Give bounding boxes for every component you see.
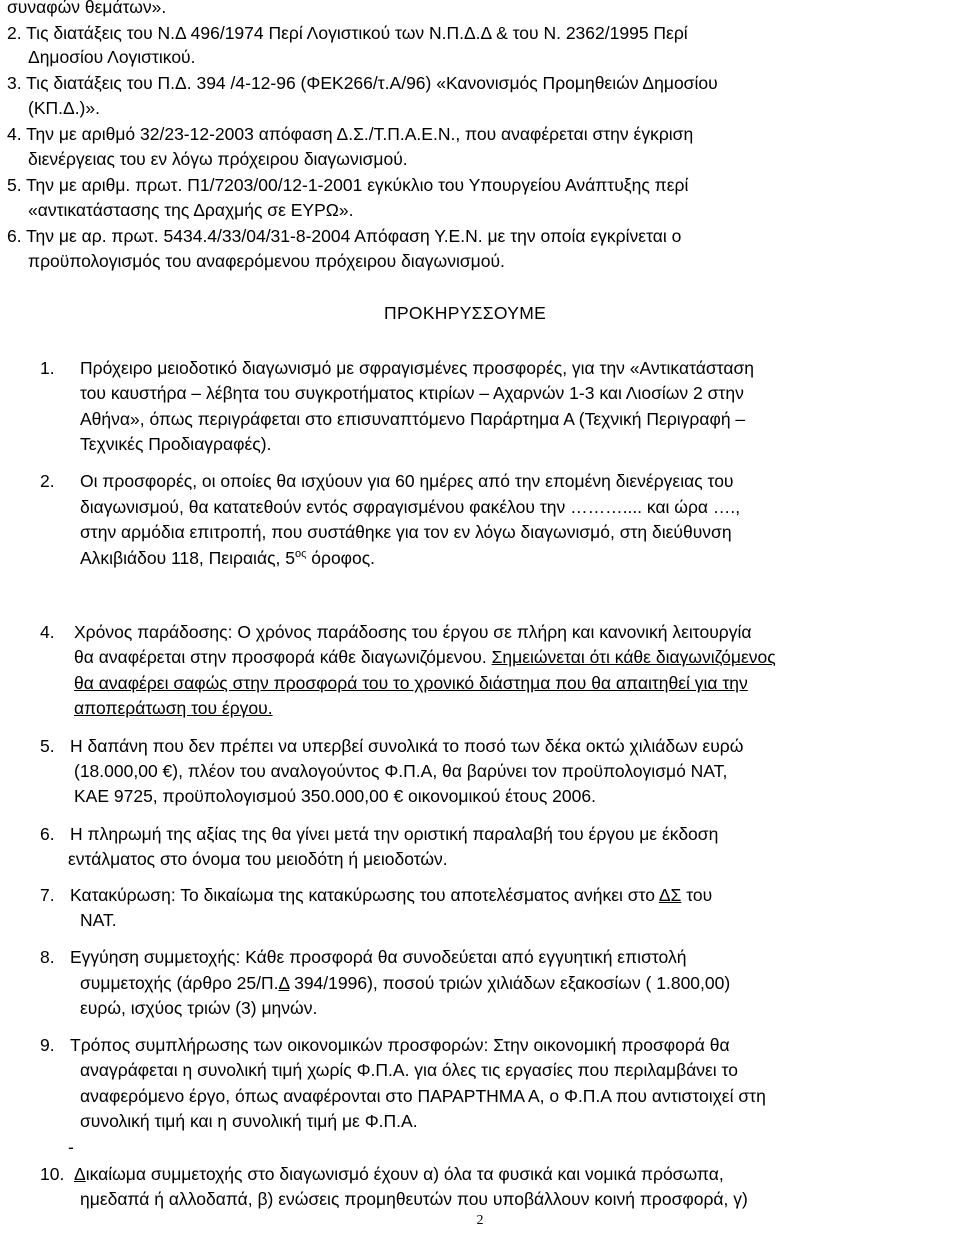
- intro-line-0: συναφών θεμάτων».: [7, 0, 167, 17]
- para-4-underlined-line-d: αποπεράτωση του έργου.: [74, 698, 273, 718]
- para-8-underlined-delta: Δ: [278, 973, 290, 993]
- para-4-line-b: [74, 646, 776, 668]
- para-8-line-a: Εγγύηση συμμετοχής: Κάθε προσφορά θα συνοδεύεται από εγγυητική επιστολή: [70, 947, 687, 967]
- para-5-line-a: Η δαπάνη που δεν πρέπει να υπερβεί συνολικά το ποσό των δέκα οκτώ χιλιάδων ευρώ: [70, 736, 744, 756]
- intro-item-6-cont: προϋπολογισμός του αναφερόμενου πρόχειρου διαγωνισμού.: [28, 251, 505, 271]
- para-4-underlined-line-c: θα αναφέρει σαφώς στην προσφορά του το χρονικό διάστημα που θα απαιτηθεί για την: [74, 673, 748, 693]
- para-7-line-b: ΝΑΤ.: [80, 910, 117, 930]
- para-6-line-b: εντάλματος στο όνομα του μειοδότη ή μειοδοτών.: [68, 849, 448, 869]
- para-1-line-a: Πρόχειρο μειοδοτικό διαγωνισμό με σφραγισμένες προσφορές, για την «Αντικατάσταση: [80, 358, 754, 378]
- intro-item-6: 6. Την με αρ. πρωτ. 5434.4/33/04/31-8-2004 Απόφαση Υ.Ε.Ν. με την οποία εγκρίνεται ο: [7, 226, 682, 246]
- intro-item-3: 3. Τις διατάξεις του Π.Δ. 394 /4-12-96 (ΦΕΚ266/τ.Α/96) «Κανονισμός Προμηθειών Δημοσίου: [7, 73, 718, 93]
- para-1-line-c: Αθήνα», όπως περιγράφεται στο επισυναπτόμενο Παράρτημα Α (Τεχνική Περιγραφή –: [80, 409, 746, 429]
- para-6-number: 6.: [40, 824, 55, 844]
- para-8-number: 8.: [40, 947, 55, 967]
- para-7-number: 7.: [40, 885, 55, 905]
- separator-dash: -: [68, 1137, 74, 1157]
- section-heading: ΠΡΟΚΗΡΥΣΣΟΥΜΕ: [384, 303, 547, 323]
- para-7-board-abbrev: ΔΣ: [658, 885, 682, 905]
- para-9-line-a: Τρόπος συμπλήρωσης των οικονομικών προσφορών: Στην οικονομική προσφορά θα: [70, 1035, 730, 1055]
- para-4-underlined-start: Σημειώνεται ότι κάθε διαγωνιζόμενος: [491, 647, 776, 667]
- para-10-text: ικαίωμα συμμετοχής στο διαγωνισμό έχουν α) όλα τα φυσικά και νομικά πρόσωπα,: [85, 1164, 724, 1184]
- para-4-line-a: Χρόνος παράδοσης: Ο χρόνος παράδοσης του έργου σε πλήρη και κανονική λειτουργία: [74, 622, 752, 642]
- para-10-number: 10.: [40, 1164, 65, 1184]
- intro-item-5-cont: «αντικατάστασης της Δραχμής σε ΕΥΡΩ».: [28, 200, 354, 220]
- para-2-superscript: ος: [294, 548, 307, 560]
- intro-item-3-cont: (ΚΠ.Δ.)».: [28, 98, 100, 118]
- intro-item-4-cont: διενέργειας του εν λόγω πρόχειρου διαγωνισμού.: [28, 149, 408, 169]
- para-2-line-b: διαγωνισμού, θα κατατεθούν εντός σφραγισμένου φακέλου την ……….... και ώρα ….,: [80, 497, 741, 517]
- para-8-text: συμμετοχής (άρθρο 25/Π.: [80, 973, 279, 993]
- para-4-number: 4.: [40, 622, 55, 642]
- para-9-line-b: αναγράφεται η συνολική τιμή χωρίς Φ.Π.Α. για όλες τις εργασίες που περιλαμβάνει το: [80, 1060, 738, 1080]
- para-2-number: 2.: [40, 471, 55, 491]
- page-number: 2: [476, 1213, 484, 1228]
- para-1-line-b: του καυστήρα – λέβητα του συγκροτήματος κτιρίων – Αχαρνών 1-3 και Λιοσίων 2 στην: [80, 383, 744, 403]
- para-10-line-b: ημεδαπά ή αλλοδαπά, β) ενώσεις προμηθευτών που υποβάλλουν κοινή προσφορά, γ): [80, 1189, 748, 1209]
- para-9-number: 9.: [40, 1035, 55, 1055]
- para-5-line-c: ΚΑΕ 9725, προϋπολογισμού 350.000,00 € οικονομικού έτους 2006.: [74, 786, 596, 806]
- para-2-line-a: Οι προσφορές, οι οποίες θα ισχύουν για 60 ημέρες από την επομένη διενέργειας του: [80, 471, 734, 491]
- intro-item-2-cont: Δημοσίου Λογιστικού.: [28, 47, 196, 67]
- para-8-line-c: ευρώ, ισχύος τριών (3) μηνών.: [80, 998, 318, 1018]
- para-2-address: Αλκιβιάδου 118, Πειραιάς, 5: [80, 548, 295, 568]
- para-9-line-c: αναφερόμενο έργο, όπως αναφέρονται στο ΠΑΡΑΡΤΗΜΑ Α, ο Φ.Π.Α που αντιστοιχεί στη: [80, 1086, 766, 1106]
- para-2-line-d: [80, 547, 375, 572]
- para-6-line-a: Η πληρωμή της αξίας της θα γίνει μετά την οριστική παραλαβή του έργου με έκδοση: [70, 824, 719, 844]
- para-10-line-a: [74, 1163, 724, 1185]
- para-8-line-b: [80, 972, 730, 994]
- intro-item-2: 2. Τις διατάξεις του Ν.Δ 496/1974 Περί Λογιστικού των Ν.Π.Δ.Δ & του Ν. 2362/1995 Περί: [7, 23, 688, 43]
- para-8-text-end: 394/1996), ποσού τριών χιλιάδων εξακοσίων ( 1.800,00): [289, 973, 731, 993]
- para-4-text: θα αναφέρεται στην προσφορά κάθε διαγωνιζόμενου.: [74, 647, 492, 667]
- para-5-number: 5.: [40, 736, 55, 756]
- para-2-floor: όροφος.: [306, 548, 376, 568]
- para-5-line-b: (18.000,00 €), πλέον του αναλογούντος Φ.Π.Α, θα βαρύνει τον προϋπολογισμό ΝΑΤ,: [74, 761, 728, 781]
- para-7-text: Κατακύρωση: Το δικαίωμα της κατακύρωσης του αποτελέσματος ανήκει στο: [70, 885, 659, 905]
- para-10-underlined-delta: Δ: [74, 1164, 86, 1184]
- intro-item-4: 4. Την με αριθμό 32/23-12-2003 απόφαση Δ.Σ./Τ.Π.Α.Ε.Ν., που αναφέρεται στην έγκριση: [7, 124, 694, 144]
- intro-item-5: 5. Την με αριθμ. πρωτ. Π1/7203/00/12-1-2001 εγκύκλιο του Υπουργείου Ανάπτυξης περί: [7, 175, 689, 195]
- para-1-line-d: Τεχνικές Προδιαγραφές).: [80, 434, 272, 454]
- para-1-number: 1.: [40, 358, 55, 378]
- para-9-line-d: συνολική τιμή και η συνολική τιμή με Φ.Π.Α.: [80, 1111, 418, 1131]
- para-7-line-a: [70, 884, 712, 906]
- para-7-text-end: του: [681, 885, 713, 905]
- para-2-line-c: στην αρμόδια επιτροπή, που συστάθηκε για τον εν λόγω διαγωνισμό, στη διεύθυνση: [80, 522, 732, 542]
